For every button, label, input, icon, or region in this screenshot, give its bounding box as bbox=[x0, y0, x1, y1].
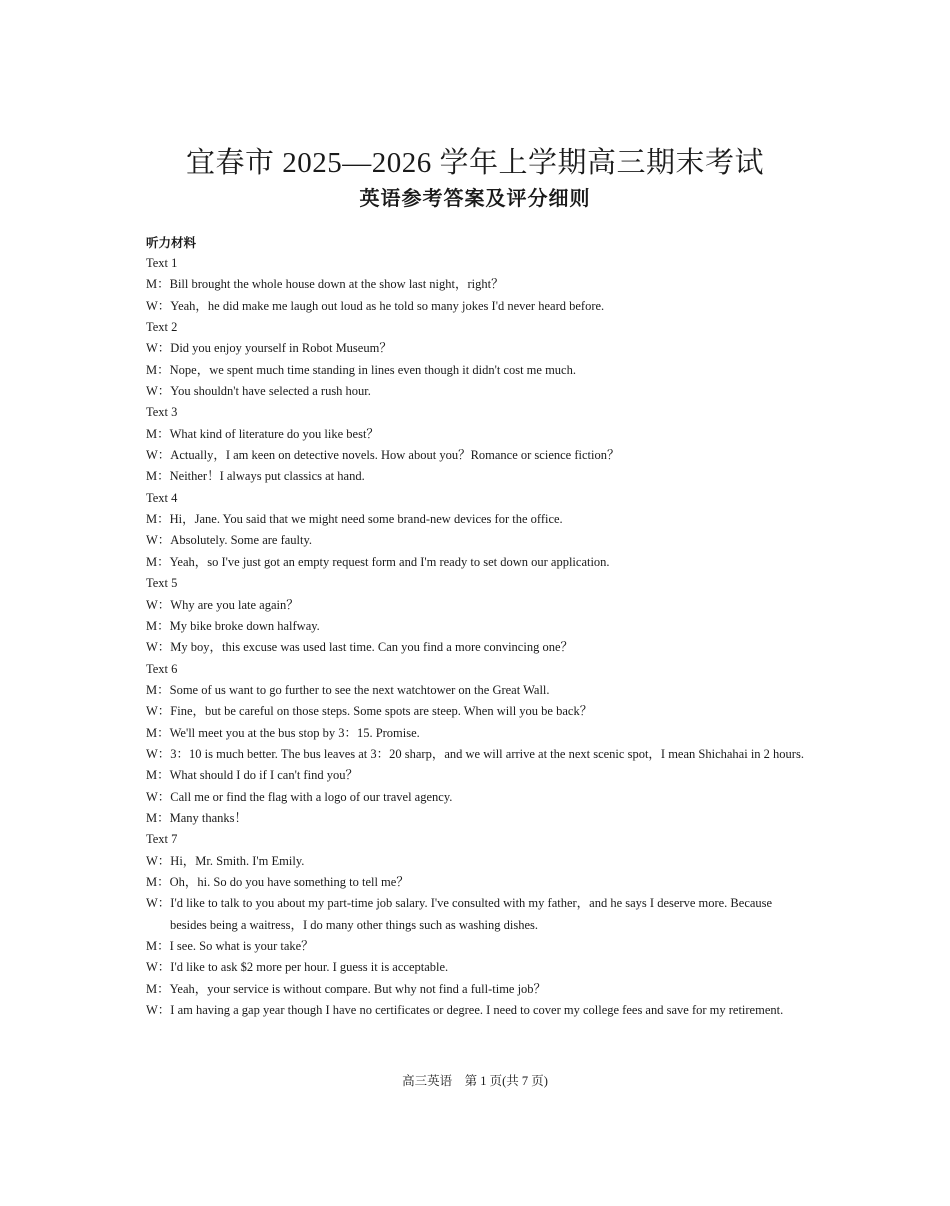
transcript-line: M：Many thanks！ bbox=[146, 810, 248, 825]
transcript-line: W：Yeah，he did make me laugh out loud as he told so many jokes I'd never heard before. bbox=[146, 298, 605, 313]
transcript-line: Text 4 bbox=[146, 490, 178, 505]
transcript-line: W：Actually，I am keen on detective novels. How about you？Romance or science fiction？ bbox=[146, 448, 620, 463]
transcript-line: M：Some of us want to go further to see the next watchtower on the Great Wall. bbox=[146, 682, 550, 697]
transcript-line: W：Why are you late again？ bbox=[146, 597, 299, 612]
transcript-line: M：What kind of literature do you like best？ bbox=[146, 426, 379, 441]
page-subtitle: 英语参考答案及评分细则 bbox=[359, 186, 591, 210]
transcript-line: W：My boy，this excuse was used last time. Can you find a more convincing one？ bbox=[146, 640, 574, 655]
transcript-line: M：Hi，Jane. You said that we might need some brand-new devices for the office. bbox=[146, 512, 563, 527]
transcript-line: M：Neither！I always put classics at hand. bbox=[146, 469, 365, 484]
transcript-line: W：I'd like to ask $2 more per hour. I guess it is acceptable. bbox=[146, 960, 449, 975]
transcript-line: M：Oh，hi. So do you have something to tell me？ bbox=[146, 874, 409, 889]
transcript-line: M：We'll meet you at the bus stop by 3：15. Promise. bbox=[146, 725, 420, 740]
transcript-line: Text 6 bbox=[146, 661, 178, 676]
transcript-line: M：Nope，we spent much time standing in lines even though it didn't cost me much. bbox=[146, 362, 576, 377]
page-footer: 高三英语 第 1 页(共 7 页) bbox=[402, 1074, 548, 1088]
transcript-line: W：I am having a gap year though I have no certificates or degree. I need to cover my college fees and save for my retirement. bbox=[146, 1003, 784, 1018]
transcript-line: M：Yeah，so I've just got an empty request form and I'm ready to set down our application. bbox=[146, 554, 610, 569]
transcript-body bbox=[146, 253, 806, 1021]
transcript-line: W：I'd like to talk to you about my part-time job salary. I've consulted with my father，and he says I deserve more. Because besides being a waitress，I do many other things such as washing dishes. bbox=[146, 896, 773, 932]
transcript-line: M：What should I do if I can't find you？ bbox=[146, 768, 358, 783]
transcript-line: M：Yeah，your service is without compare. But why not find a full-time job？ bbox=[146, 981, 547, 996]
transcript-line: Text 2 bbox=[146, 320, 178, 335]
transcript-line: M：My bike broke down halfway. bbox=[146, 618, 320, 633]
transcript-line: W：Did you enjoy yourself in Robot Museum？ bbox=[146, 341, 392, 356]
transcript-line: W：Fine，but be careful on those steps. Some spots are steep. When will you be back？ bbox=[146, 704, 593, 719]
transcript-line: W：3：10 is much better. The bus leaves at 3：20 sharp，and we will arrive at the next scenic spot，I mean Shichahai in 2 hours. bbox=[146, 746, 804, 761]
transcript-line: W：Hi，Mr. Smith. I'm Emily. bbox=[146, 853, 305, 868]
transcript-line: W：Absolutely. Some are faulty. bbox=[146, 533, 313, 548]
transcript-line: Text 3 bbox=[146, 405, 178, 420]
transcript-line: W：You shouldn't have selected a rush hour. bbox=[146, 384, 371, 399]
transcript-line: Text 5 bbox=[146, 576, 178, 591]
transcript-line: Text 7 bbox=[146, 832, 178, 847]
transcript-line: M：Bill brought the whole house down at the show last night，right？ bbox=[146, 277, 504, 292]
transcript-line: W：Call me or find the flag with a logo of our travel agency. bbox=[146, 789, 453, 804]
transcript-line: Text 1 bbox=[146, 256, 178, 270]
section-label: 听力材料 bbox=[146, 235, 197, 250]
page-title: 宜春市 2025—2026 学年上学期高三期末考试 bbox=[185, 147, 764, 179]
transcript-line: M：I see. So what is your take？ bbox=[146, 939, 314, 953]
